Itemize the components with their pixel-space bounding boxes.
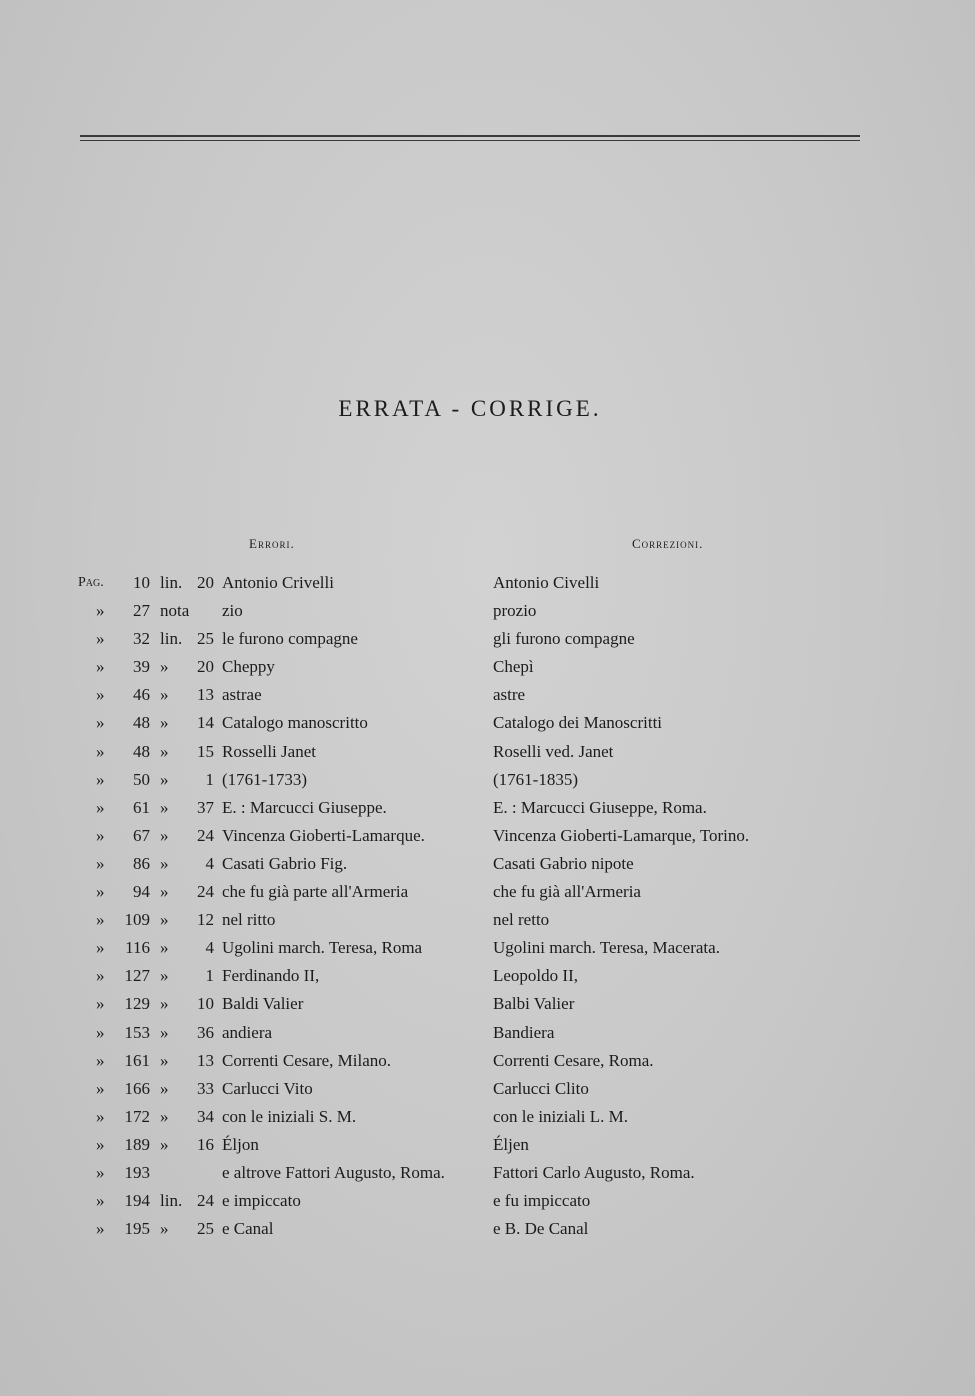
line-prefix: »: [160, 1134, 169, 1154]
correction-text: Correnti Cesare, Roma.: [493, 1050, 654, 1070]
error-text: che fu già parte all'Armeria: [222, 882, 409, 902]
page-number: 46: [133, 685, 150, 705]
line-number: 24: [197, 825, 214, 845]
page-prefix: »: [96, 1050, 105, 1070]
line-number: 25: [197, 629, 214, 649]
line-number: 1: [205, 966, 214, 986]
page-number: 193: [124, 1162, 150, 1182]
page-number: 86: [133, 853, 150, 873]
page-prefix: »: [96, 1162, 105, 1182]
error-text: Antonio Crivelli: [222, 573, 334, 592]
correction-text: Vincenza Gioberti-Lamarque, Torino.: [493, 825, 750, 845]
error-text: Carlucci Vito: [222, 1078, 313, 1098]
page-number: 109: [124, 910, 150, 930]
page-number: 153: [124, 1022, 150, 1042]
error-text: Correnti Cesare, Milano.: [222, 1050, 392, 1070]
correction-text: (1761-1835): [493, 769, 578, 789]
errata-row: [0, 796, 975, 824]
errata-row: [0, 599, 975, 627]
page-number: 94: [133, 882, 150, 902]
line-prefix: lin.: [160, 629, 183, 649]
correction-text: nel retto: [493, 910, 550, 930]
line-prefix: lin.: [160, 1191, 183, 1211]
errata-table: [0, 571, 975, 1245]
line-number: 20: [197, 657, 214, 677]
line-prefix: lin.: [160, 573, 183, 592]
line-number: 36: [197, 1022, 214, 1042]
line-number: 20: [197, 573, 214, 592]
line-prefix: »: [160, 1219, 169, 1239]
errata-row: [0, 1021, 975, 1049]
page-number: 129: [124, 994, 150, 1014]
line-prefix: »: [160, 910, 169, 930]
page-prefix: »: [96, 1106, 105, 1126]
page-prefix: Pag.: [78, 575, 104, 590]
errata-row: [0, 964, 975, 992]
page-prefix: »: [96, 1219, 105, 1239]
line-number: 33: [197, 1078, 214, 1098]
line-number: 24: [197, 882, 214, 902]
page-number: 195: [124, 1219, 150, 1239]
error-text: astrae: [222, 685, 262, 705]
line-number: 12: [197, 910, 214, 930]
errata-row: [0, 740, 975, 768]
page-prefix: »: [96, 825, 105, 845]
line-number: 15: [197, 741, 214, 761]
page-prefix: »: [96, 910, 105, 930]
page-number: 67: [133, 825, 150, 845]
error-text: e altrove Fattori Augusto, Roma.: [222, 1162, 445, 1182]
correction-text: Bandiera: [493, 1022, 555, 1042]
line-number: 24: [197, 1191, 214, 1211]
correction-text: Éljen: [493, 1134, 529, 1154]
error-text: E. : Marcucci Giuseppe.: [222, 797, 387, 817]
correction-text: prozio: [493, 601, 537, 621]
error-text: e impiccato: [222, 1191, 301, 1211]
error-text: zio: [222, 601, 243, 621]
correction-text: Roselli ved. Janet: [493, 741, 614, 761]
errata-row: [0, 1105, 975, 1133]
errata-row: [0, 936, 975, 964]
line-number: 13: [197, 1050, 214, 1070]
page-prefix: »: [96, 1022, 105, 1042]
correction-text: Leopoldo II,: [493, 966, 578, 986]
error-text: le furono compagne: [222, 629, 358, 649]
correction-text: Catalogo dei Manoscritti: [493, 713, 663, 733]
line-prefix: »: [160, 1022, 169, 1042]
errata-row: [0, 852, 975, 880]
errata-row: [0, 1049, 975, 1077]
line-number: 14: [197, 713, 214, 733]
line-number: 1: [205, 769, 214, 789]
page-prefix: »: [96, 1191, 105, 1211]
correction-text: che fu già all'Armeria: [493, 882, 641, 902]
page-prefix: »: [96, 657, 105, 677]
line-prefix: »: [160, 769, 169, 789]
page-title: ERRATA - CORRIGE.: [338, 396, 602, 421]
correction-text: E. : Marcucci Giuseppe, Roma.: [493, 797, 707, 817]
page-prefix: »: [96, 853, 105, 873]
page-number: 50: [133, 769, 150, 789]
correction-text: Antonio Civelli: [493, 573, 600, 592]
line-prefix: »: [160, 825, 169, 845]
errata-row: [0, 627, 975, 655]
line-prefix: »: [160, 797, 169, 817]
line-number: 4: [205, 938, 214, 958]
page-prefix: »: [96, 713, 105, 733]
line-prefix: »: [160, 685, 169, 705]
errata-row: [0, 1189, 975, 1217]
page-prefix: »: [96, 1078, 105, 1098]
correction-text: astre: [493, 685, 526, 705]
line-prefix: »: [160, 853, 169, 873]
line-prefix: »: [160, 657, 169, 677]
correction-text: e fu impiccato: [493, 1191, 591, 1211]
errata-row: [0, 711, 975, 739]
errata-row: [0, 992, 975, 1020]
correction-text: con le iniziali L. M.: [493, 1106, 629, 1126]
page-number: 166: [124, 1078, 150, 1098]
line-number: 16: [197, 1134, 214, 1154]
errata-row: [0, 1133, 975, 1161]
page-prefix: »: [96, 966, 105, 986]
line-prefix: »: [160, 741, 169, 761]
page-prefix: »: [96, 882, 105, 902]
page-number: 194: [124, 1191, 150, 1211]
line-prefix: »: [160, 1106, 169, 1126]
error-text: Éljon: [222, 1134, 259, 1154]
page-number: 27: [133, 601, 150, 621]
correction-text: gli furono compagne: [493, 629, 635, 649]
errata-row: [0, 908, 975, 936]
page-number: 127: [124, 966, 150, 986]
line-prefix: »: [160, 966, 169, 986]
error-text: con le iniziali S. M.: [222, 1106, 357, 1126]
error-text: Catalogo manoscritto: [222, 713, 368, 733]
line-prefix: »: [160, 1050, 169, 1070]
line-prefix: nota: [160, 601, 190, 621]
page-number: 39: [133, 657, 150, 677]
line-prefix: »: [160, 994, 169, 1014]
error-text: Rosselli Janet: [222, 741, 316, 761]
error-text: Ferdinando II,: [222, 966, 320, 986]
errata-row: [0, 655, 975, 683]
page-number: 116: [125, 938, 150, 958]
line-prefix: »: [160, 938, 169, 958]
errata-row: [0, 1077, 975, 1105]
errata-row: [0, 880, 975, 908]
top-rule: [80, 135, 860, 137]
top-rule-thin: [80, 140, 860, 141]
correction-text: Balbi Valier: [493, 994, 575, 1014]
page-number: 61: [133, 797, 150, 817]
line-number: 4: [205, 853, 214, 873]
line-prefix: »: [160, 713, 169, 733]
page-prefix: »: [96, 741, 105, 761]
errors-column-header: Errori.: [249, 536, 295, 551]
correction-text: Chepì: [493, 657, 534, 677]
error-text: andiera: [222, 1022, 273, 1042]
errata-row: [0, 1217, 975, 1245]
line-number: 10: [197, 994, 214, 1014]
errata-row: [0, 571, 975, 599]
line-number: 25: [197, 1219, 214, 1239]
page-prefix: »: [96, 685, 105, 705]
error-text: Cheppy: [222, 657, 275, 677]
page-number: 48: [133, 741, 150, 761]
error-text: Casati Gabrio Fig.: [222, 853, 348, 873]
page-prefix: »: [96, 629, 105, 649]
line-number: 34: [197, 1106, 214, 1126]
errata-row: [0, 768, 975, 796]
line-prefix: »: [160, 1078, 169, 1098]
page-number: 161: [124, 1050, 150, 1070]
error-text: Baldi Valier: [222, 994, 304, 1014]
error-text: e Canal: [222, 1219, 274, 1239]
correction-text: Carlucci Clito: [493, 1078, 589, 1098]
error-text: (1761-1733): [222, 769, 307, 789]
line-number: 13: [197, 685, 214, 705]
page-number: 189: [124, 1134, 150, 1154]
errata-row: [0, 683, 975, 711]
error-text: Ugolini march. Teresa, Roma: [222, 938, 423, 958]
page-number: 48: [133, 713, 150, 733]
page-number: 32: [133, 629, 150, 649]
page-prefix: »: [96, 994, 105, 1014]
error-text: nel ritto: [222, 910, 276, 930]
correction-text: e B. De Canal: [493, 1219, 589, 1239]
correction-text: Casati Gabrio nipote: [493, 853, 634, 873]
page-number: 10: [133, 573, 150, 592]
page-number: 172: [124, 1106, 150, 1126]
correction-text: Fattori Carlo Augusto, Roma.: [493, 1162, 695, 1182]
page-prefix: »: [96, 601, 105, 621]
corrections-column-header: Correzioni.: [632, 536, 704, 551]
error-text: Vincenza Gioberti-Lamarque.: [222, 825, 425, 845]
errata-row: [0, 824, 975, 852]
line-prefix: »: [160, 882, 169, 902]
errata-row: [0, 1161, 975, 1189]
page-prefix: »: [96, 797, 105, 817]
page-prefix: »: [96, 938, 105, 958]
line-number: 37: [197, 797, 214, 817]
page-prefix: »: [96, 1134, 105, 1154]
correction-text: Ugolini march. Teresa, Macerata.: [493, 938, 720, 958]
page-prefix: »: [96, 769, 105, 789]
